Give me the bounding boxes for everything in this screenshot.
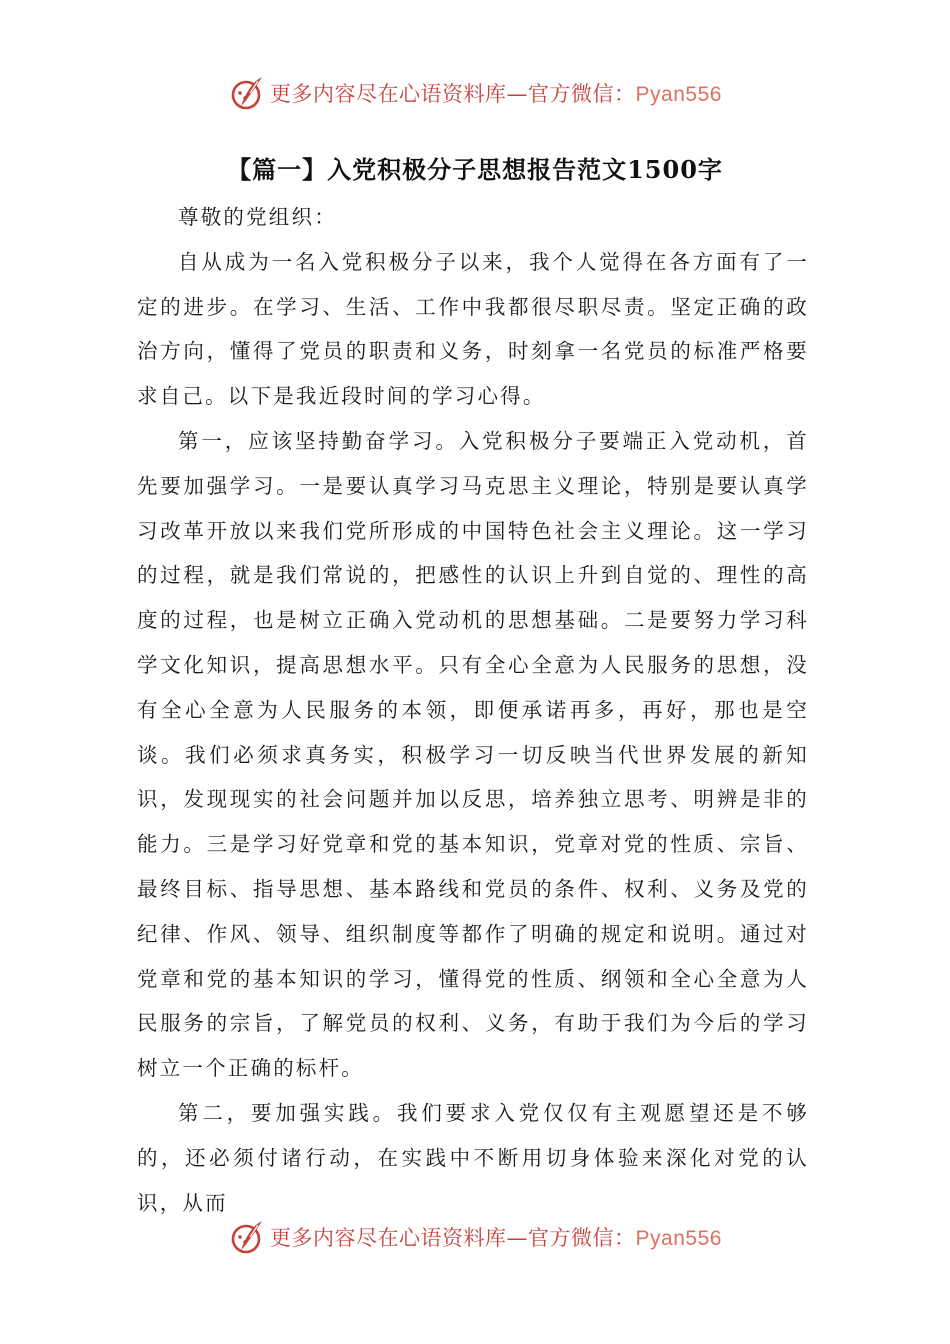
- watermark-wechat-id: Pyan556: [635, 83, 722, 106]
- greeting: 尊敬的党组织：: [178, 205, 337, 229]
- watermark-wechat-label: 官方微信：: [528, 1226, 636, 1250]
- watermark-wechat-label: 官方微信：: [528, 82, 636, 106]
- watermark-text: [270, 1222, 722, 1252]
- header-watermark: [0, 71, 950, 115]
- watermark-separator: —: [506, 1226, 529, 1250]
- paragraph-2: 第一，应该坚持勤奋学习。入党积极分子要端正入党动机，首先要加强学习。一是要认真学习马克思主义理论，特别是要认真学习改革开放以来我们党所形成的中国特色社会主义理论。这一学习的过程，就是我们常说的，把感性的认识上升到自觉的、理性的高度的过程，也是树立正确入党动机的思想基础。二是要努力学习科学文化知识，提高思想水平。只有全心全意为人民服务的思想，没有全心全意为人民服务的本领，即便承诺再多，再好，那也是空谈。我们必须求真务实，积极学习一切反映当代世界发展的新知识，发现现实的社会问题并加以反思，培养独立思考、明辨是非的能力。三是学习好党章和党的基本知识，党章对党的性质、宗旨、最终目标、指导思想、基本路线和党员的条件、权利、义务及党的纪律、作风、领导、组织制度等都作了明确的规定和说明。通过对党章和党的基本知识的学习，懂得党的性质、纲领和全心全意为人民服务的宗旨，了解党员的权利、义务，有助于我们为今后的学习树立一个正确的标杆。: [137, 428, 809, 1081]
- paragraph-3: 第二，要加强实践。我们要求入党仅仅有主观愿望还是不够的，还必须付诸行动，在实践中不断用切身体验来深化对党的认识，从而: [137, 1100, 809, 1215]
- footer-watermark: [0, 1215, 950, 1259]
- watermark-separator: —: [506, 82, 529, 106]
- document-body: [137, 195, 809, 1225]
- paragraph-1: 自从成为一名入党积极分子以来，我个人觉得在各方面有了一定的进步。在学习、生活、工作中我都很尽职尽责。坚定正确的政治方向，懂得了党员的职责和义务，时刻拿一名党员的标准严格要求自己。以下是我近段时间的学习心得。: [137, 249, 809, 409]
- watermark-text: [270, 78, 722, 108]
- quill-logo-icon: [228, 73, 268, 113]
- watermark-brand: 更多内容尽在心语资料库: [270, 1226, 507, 1250]
- watermark-brand: 更多内容尽在心语资料库: [270, 82, 507, 106]
- quill-logo-icon: [228, 1217, 268, 1257]
- document-title: 【篇一】入党积极分子思想报告范文1500字: [227, 155, 723, 184]
- watermark-wechat-id: Pyan556: [635, 1227, 722, 1250]
